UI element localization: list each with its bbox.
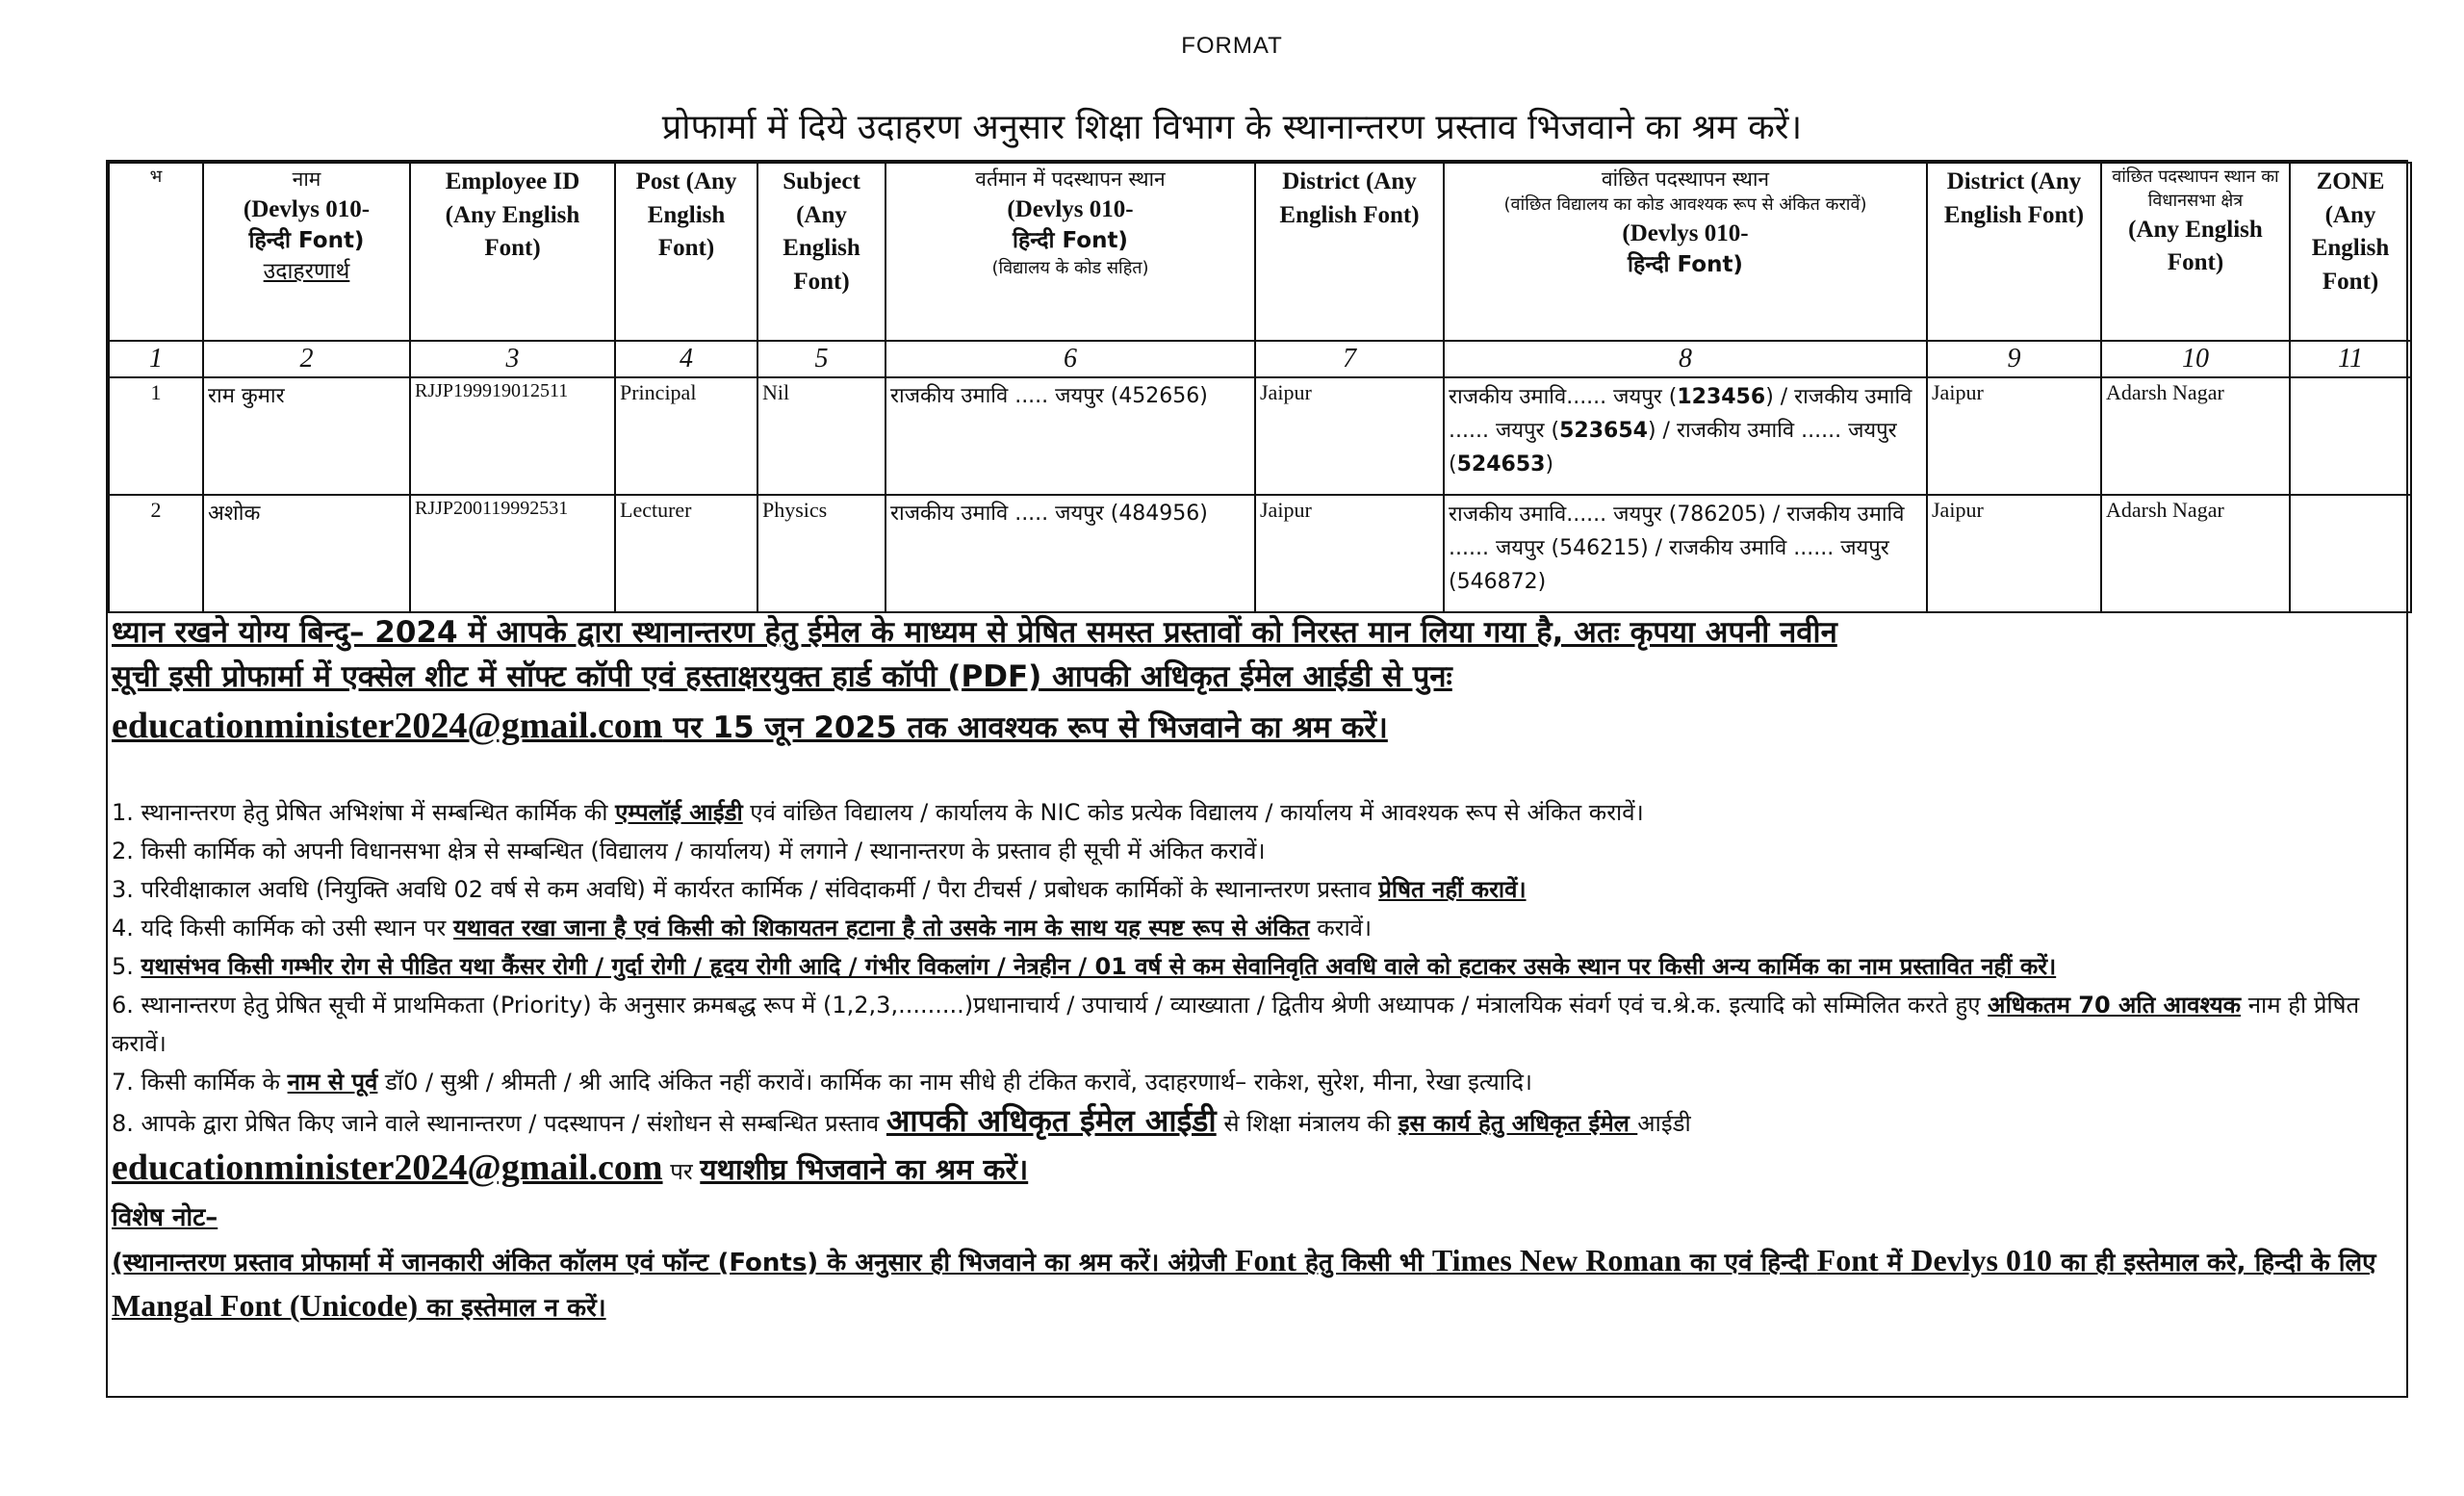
column-number: 2 [203,341,410,377]
cell-name: राम कुमार [203,377,410,495]
cell-employee-id: RJJP200119992531 [410,495,615,612]
point-5: 5. यथासंभव किसी गम्भीर रोग से पीडित यथा कैंसर रोगी / गुर्दा रोगी / हृदय रोगी आदि / गंभीर विकलांग / नेत्रहीन / 01 वर्ष से कम सेवानिवृति अवधि वाले को हटाकर उसके स्थान पर किसी अन्य कार्मिक का नाम प्रस्तावित नहीं करें। [112,953,2057,980]
cell-zone [2290,495,2411,612]
proforma-table [108,162,2412,613]
header-current-posting: वर्तमान में पदस्थापन स्थान (Devlys 010- हिन्दी Font) (विद्यालय के कोड सहित) [886,163,1255,341]
cell-post: Lecturer [615,495,757,612]
column-number: 11 [2290,341,2411,377]
table-row [109,377,2411,495]
point-7: 7. किसी कार्मिक के नाम से पूर्व डॉ0 / सुश्री / श्रीमती / श्री आदि अंकित नहीं करावें। कार्मिक का नाम सीधे ही टंकित करावें, उदाहरणार्थ– राकेश, सुरेश, मीना, रेखा इत्यादि। [112,1069,1533,1096]
cell-serial: 2 [109,495,203,612]
header-zone: ZONE (Any English Font) [2290,163,2411,341]
important-line-2: सूची इसी प्रोफार्मा में एक्सेल शीट में सॉफ्ट कॉपी एवं हस्ताक्षरयुक्त हार्ड कॉपी (PDF) आपकी अधिकृत ईमेल आईडी से पुनः [112,659,1452,694]
cell-zone [2290,377,2411,495]
point-1: 1. स्थानान्तरण हेतु प्रेषित अभिशंषा में सम्बन्धित कार्मिक की एम्पलॉई आईडी एवं वांछित विद्यालय / कार्यालय के NIC कोड प्रत्येक विद्यालय / कार्यालय में आवश्यक रूप से अंकित करावें। [112,799,1644,826]
special-note-title: विशेष नोट– [112,1203,218,1232]
cell-assembly: Adarsh Nagar [2101,377,2290,495]
header-employee-id: Employee ID (Any English Font) [410,163,615,341]
important-line-3: educationminister2024@gmail.com पर 15 जून 2025 तक आवश्यक रूप से भिजवाने का श्रम करें। [112,706,1388,746]
header-assembly: वांछित पदस्थापन स्थान का विधानसभा क्षेत्र (Any English Font) [2101,163,2290,341]
page-subtitle: प्रोफार्मा में दिये उदाहरण अनुसार शिक्षा विभाग के स्थानान्तरण प्रस्ताव भिजवाने का श्रम करें। [661,108,1803,147]
special-note-text: (स्थानान्तरण प्रस्ताव प्रोफार्मा में जानकारी अंकित कॉलम एवं फॉन्ट (Fonts) के अनुसार ही भिजवाने का श्रम करें। अंग्रेजी Font हेतु किसी भी Times New Roman का एवं हिन्दी Font में Devlys 010 का ही इस्तेमाल करे, हिन्दी के लिए Mangal Font (Unicode) का इस्तेमाल न करें। [112,1243,2376,1323]
cell-serial: 1 [109,377,203,495]
column-number: 5 [757,341,886,377]
cell-desired-posting: राजकीय उमावि...... जयपुर (123456) / राजकीय उमावि ...... जयपुर (523654) / राजकीय उमावि ...... जयपुर (524653) [1444,377,1927,495]
cell-current-posting: राजकीय उमावि ..... जयपुर (484956) [886,495,1255,612]
cell-district-2: Jaipur [1927,495,2101,612]
header-post: Post (Any English Font) [615,163,757,341]
point-2: 2. किसी कार्मिक को अपनी विधानसभा क्षेत्र से सम्बन्धित (विद्यालय / कार्यालय) में लगाने / स्थानान्तरण के प्रस्ताव ही सूची में अंकित करावें। [112,838,1266,864]
cell-current-posting: राजकीय उमावि ..... जयपुर (452656) [886,377,1255,495]
header-subject: Subject (Any English Font) [757,163,886,341]
cell-employee-id: RJJP199919012511 [410,377,615,495]
important-line-1: ध्यान रखने योग्य बिन्दु– 2024 में आपके द्वारा स्थानान्तरण हेतु ईमेल के माध्यम से प्रेषित समस्त प्रस्तावों को निरस्त मान लिया गया है, अतः कृपया अपनी नवीन [112,615,1837,650]
cell-district: Jaipur [1255,377,1444,495]
cell-subject: Physics [757,495,886,612]
column-number: 7 [1255,341,1444,377]
point-6: 6. स्थानान्तरण हेतु प्रेषित सूची में प्राथमिकता (Priority) के अनुसार क्रमबद्ध रूप में (1,2,3,.........)प्रधानाचार्य / उपाचार्य / व्याख्याता / द्वितीय श्रेणी अध्यापक / मंत्रालयिक संवर्ग एवं च.श्रे.क. इत्यादि को सम्मिलित करते हुए अधिकतम 70 अति आवश्यक नाम ही प्रेषित करावें। [112,992,2360,1057]
cell-district-2: Jaipur [1927,377,2101,495]
email-address: educationminister2024@gmail.com [112,706,663,746]
header-district-2: District (Any English Font) [1927,163,2101,341]
cell-district: Jaipur [1255,495,1444,612]
cell-subject: Nil [757,377,886,495]
proforma-document [106,160,2408,1398]
header-name: नाम (Devlys 010- हिन्दी Font) उदाहरणार्थ [203,163,410,341]
cell-assembly: Adarsh Nagar [2101,495,2290,612]
table-row [109,495,2411,612]
cell-post: Principal [615,377,757,495]
column-number: 6 [886,341,1255,377]
column-number: 3 [410,341,615,377]
email-address: educationminister2024@gmail.com [112,1148,663,1188]
column-number-row [109,341,2411,377]
point-8-email-line: educationminister2024@gmail.com पर यथाशीघ्र भिजवाने का श्रम करें। [112,1148,1029,1188]
header-district: District (Any English Font) [1255,163,1444,341]
header-desired-posting: वांछित पदस्थापन स्थान (वांछित विद्यालय का कोड आवश्यक रूप से अंकित करावें) (Devlys 010- हिन्दी Font) [1444,163,1927,341]
cell-name: अशोक [203,495,410,612]
point-3: 3. परिवीक्षाकाल अवधि (नियुक्ति अवधि 02 वर्ष से कम अवधि) में कार्यरत कार्मिक / संविदाकर्मी / पैरा टीचर्स / प्रबोधक कार्मिकों के स्थानान्तरण प्रस्ताव प्रेषित नहीं करावें। [112,876,1527,903]
column-number: 10 [2101,341,2290,377]
table-header-row [109,163,2411,341]
column-number: 4 [615,341,757,377]
format-label: FORMAT [1181,33,1283,59]
column-number: 8 [1444,341,1927,377]
header-serial: भ [109,163,203,341]
column-number: 9 [1927,341,2101,377]
cell-desired-posting: राजकीय उमावि...... जयपुर (786205) / राजकीय उमावि ...... जयपुर (546215) / राजकीय उमावि ...... जयपुर (546872) [1444,495,1927,612]
point-8: 8. आपके द्वारा प्रेषित किए जाने वाले स्थानान्तरण / पदस्थापन / संशोधन से सम्बन्धित प्रस्ताव आपकी अधिकृत ईमेल आईडी से शिक्षा मंत्रालय की इस कार्य हेतु अधिकृत ईमेल आईडी [112,1102,1691,1139]
column-number: 1 [109,341,203,377]
point-4: 4. यदि किसी कार्मिक को उसी स्थान पर यथावत रखा जाना है एवं किसी को शिकायतन हटाना है तो उसके नाम के साथ यह स्पष्ट रूप से अंकित करावें। [112,915,1373,941]
notes-section [108,610,2406,1329]
